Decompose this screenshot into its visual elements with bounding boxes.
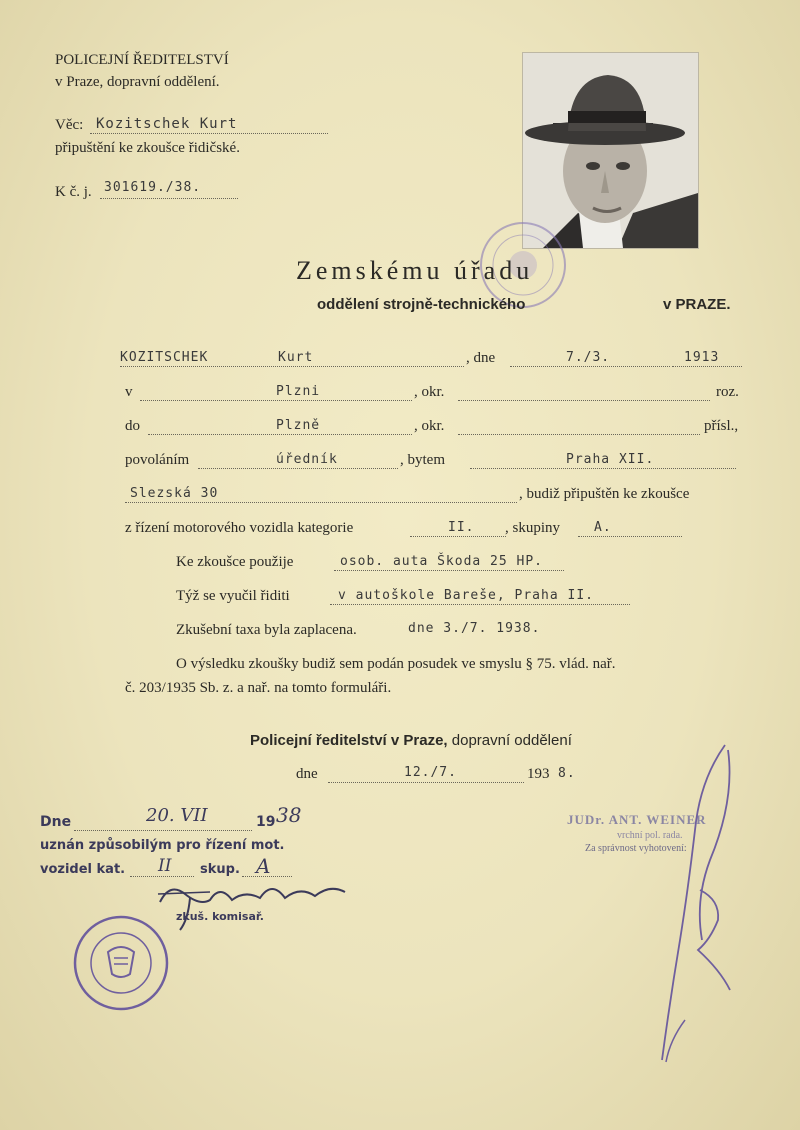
street-dotline — [125, 502, 517, 503]
subject-text: připuštění ke zkoušce řidičské. — [55, 140, 240, 156]
exam-date: 20. VII — [146, 805, 208, 826]
residence-label: , bytem — [400, 452, 445, 468]
residence-dotline — [470, 468, 736, 469]
belonging-label: přísl., — [704, 418, 739, 434]
born-label: roz. — [716, 384, 739, 400]
recipient-title: Zemskému úřadu — [296, 256, 534, 285]
issuer-line — [250, 732, 572, 749]
birthplace: Plzni — [276, 384, 321, 399]
domicile: Plzně — [276, 418, 321, 433]
issuer-name: Policejní ředitelství v Praze, — [250, 732, 448, 749]
commissioner-title: zkuš. komisař. — [176, 910, 264, 923]
street-address: Slezská 30 — [130, 486, 219, 501]
birth-year-dotline — [672, 366, 742, 367]
exam-group: A — [256, 854, 271, 878]
issue-date-dotline — [328, 782, 524, 783]
domicile-district-dotline — [458, 434, 700, 435]
group-dotline — [578, 536, 682, 537]
reference-label: K č. j. — [55, 184, 92, 200]
domicile-dotline — [148, 434, 412, 435]
recipient-department: oddělení strojně-technického — [317, 296, 526, 313]
birth-date: 7./3. — [566, 350, 611, 365]
exam-vehicle: osob. auta Škoda 25 HP. — [340, 554, 544, 569]
official-rank: vrchní pol. rada. — [617, 830, 683, 841]
birth-district-label: , okr. — [414, 384, 445, 400]
exam-year-prefix: 19 — [256, 814, 276, 830]
fee-date: dne 3./7. 1938. — [408, 621, 541, 636]
issue-year-suffix: 8. — [558, 766, 576, 781]
result-text-line1: O výsledku zkoušky budiž sem podán posudek ve smyslu § 75. vlád. nař. — [176, 656, 616, 672]
subject-name: Kozitschek Kurt — [96, 116, 238, 132]
approval-text: uznán způsobilým pro řízení mot. — [40, 838, 285, 853]
official-name: JUDr. ANT. WEINER — [567, 812, 707, 827]
exam-date-dotline — [74, 830, 252, 831]
office-department: v Praze, dopravní oddělení. — [55, 74, 220, 90]
issue-date: 12./7. — [404, 765, 457, 780]
birth-district-dotline — [458, 400, 710, 401]
birth-date-dotline — [510, 366, 670, 367]
vehicle-class-label: vozidel kat. — [40, 862, 126, 877]
subject-dotline — [90, 133, 328, 134]
exam-date-label: Dne — [40, 814, 72, 830]
issue-year-prefix: 193 — [527, 766, 550, 782]
birth-year: 1913 — [684, 350, 720, 365]
recipient-city: v PRAZE. — [663, 296, 731, 313]
birthplace-dotline — [140, 400, 412, 401]
birthplace-label: v — [125, 384, 133, 400]
school-label: Týž se vyučil řiditi — [176, 588, 290, 604]
applicant-surname: KOZITSCHEK — [120, 350, 209, 365]
issuer-department: dopravní oddělení — [447, 732, 572, 749]
commissioner-signature-icon — [150, 872, 355, 932]
occupation-dotline — [198, 468, 398, 469]
occupation: úředník — [276, 452, 338, 467]
correctness-note: Za správnost vyhotovení: — [585, 843, 687, 854]
office-name: POLICEJNÍ ŘEDITELSTVÍ — [55, 52, 229, 68]
exam-year-suffix: 38 — [276, 803, 302, 827]
driving-school: v autoškole Bareše, Praha II. — [338, 588, 594, 603]
category-dotline — [410, 536, 506, 537]
reference-dotline — [100, 198, 238, 199]
exam-category: II — [158, 856, 172, 876]
category-text: z řízení motorového vozidla kategorie — [125, 520, 354, 536]
commissioner-stamp-icon — [72, 914, 170, 1012]
domicile-district-label: , okr. — [414, 418, 445, 434]
school-dotline — [330, 604, 630, 605]
group-label: , skupiny — [505, 520, 561, 536]
result-text-line2: č. 203/1935 Sb. z. a nař. na tomto formuláři. — [125, 680, 392, 696]
reference-number: 301619./38. — [104, 180, 202, 195]
birth-date-label: , dne — [466, 350, 496, 366]
vehicle-label: Ke zkoušce použije — [176, 554, 294, 570]
occupation-label: povoláním — [125, 452, 190, 468]
vehicle-group: A. — [594, 520, 612, 535]
exam-group-label: skup. — [200, 862, 240, 877]
applicant-firstname: Kurt — [278, 350, 314, 365]
fee-label: Zkušební taxa byla zaplacena. — [176, 622, 357, 638]
name-dotline — [120, 366, 464, 367]
issue-date-label: dne — [296, 766, 318, 782]
portrait-image — [523, 53, 698, 248]
vehicle-category: II. — [448, 520, 475, 535]
vehicle-dotline — [334, 570, 564, 571]
official-signature-icon — [640, 740, 750, 1070]
residence: Praha XII. — [566, 452, 655, 467]
subject-label: Věc: — [55, 117, 84, 133]
admission-text: , budiž připuštěn ke zkoušce — [519, 486, 690, 502]
domicile-label: do — [125, 418, 140, 434]
